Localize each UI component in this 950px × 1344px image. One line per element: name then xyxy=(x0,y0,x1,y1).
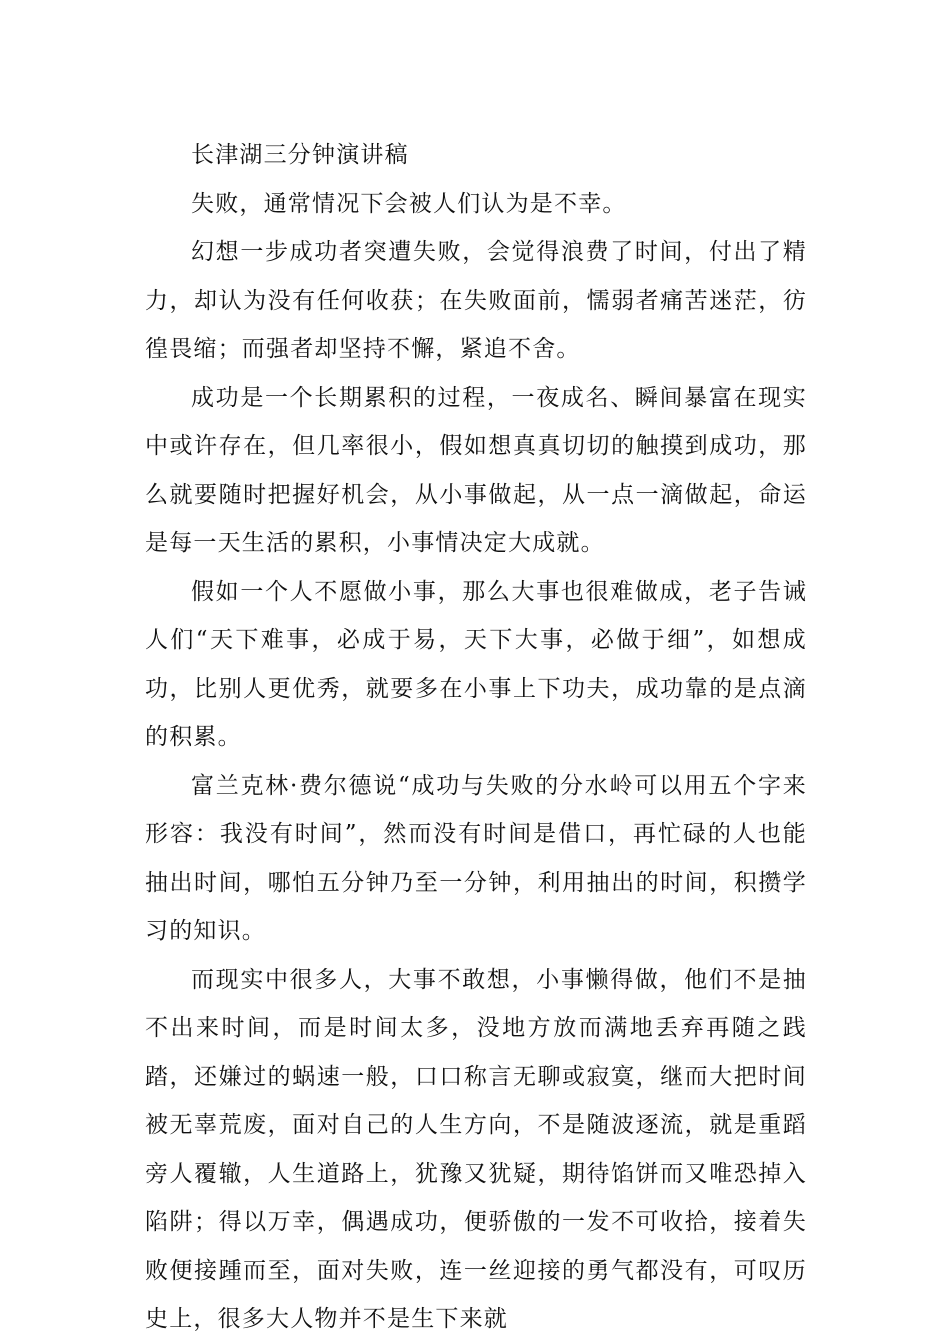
paragraph-5: 富兰克林·费尔德说“成功与失败的分水岭可以用五个字来形容：我没有时间”，然而没有时间是借口，再忙碌的人也能抽出时间，哪怕五分钟乃至一分钟，利用抽出的时间，积攒学习的知识。 xyxy=(145,772,807,944)
paragraph-6: 而现实中很多人，大事不敢想，小事懒得做，他们不是抽不出来时间，而是时间太多，没地方放而满地丢弃再随之践踏，还嫌过的蜗速一般，口口称言无聊或寂寞，继而大把时间被无辜荒废，面对自己的人生方向，不是随波逐流，就是重蹈旁人覆辙，人生道路上，犹豫又犹疑，期待馅饼而又唯恐掉入陷阱；得以万幸，偶遇成功，便骄傲的一发不可收拾，接着失败便接踵而至，面对失败，连一丝迎接的勇气都没有，可叹历史上，很多大人物并不是生下来就 xyxy=(145,966,807,1332)
document-body xyxy=(145,131,807,1344)
paragraph-2: 幻想一步成功者突遭失败，会觉得浪费了时间，付出了精力，却认为没有任何收获；在失败面前，懦弱者痛苦迷茫，彷徨畏缩；而强者却坚持不懈，紧追不舍。 xyxy=(145,239,807,362)
paragraph-1: 失败，通常情况下会被人们认为是不幸。 xyxy=(191,190,627,217)
paragraph-4: 假如一个人不愿做小事，那么大事也很难做成，老子告诫人们“天下难事，必成于易，天下大事，必做于细”，如想成功，比别人更优秀，就要多在小事上下功夫，成功靠的是点滴的积累。 xyxy=(145,578,807,750)
paragraph-3: 成功是一个长期累积的过程，一夜成名、瞬间暴富在现实中或许存在，但几率很小，假如想真真切切的触摸到成功，那么就要随时把握好机会，从小事做起，从一点一滴做起，命运是每一天生活的累积，小事情决定大成就。 xyxy=(145,384,807,556)
document-title: 长津湖三分钟演讲稿 xyxy=(191,142,409,168)
